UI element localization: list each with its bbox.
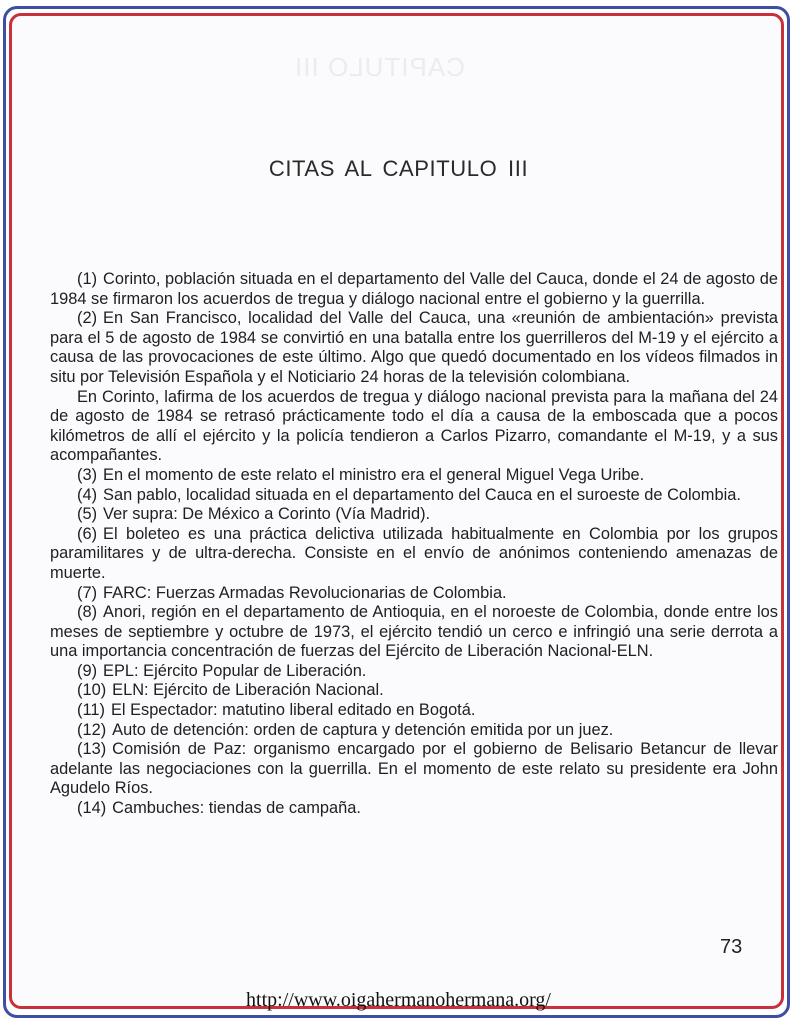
- note-number: (2): [77, 309, 98, 328]
- note-text: En el momento de este relato el ministro era el general Miguel Vega Uribe.: [103, 465, 645, 484]
- note-number: (13): [77, 740, 107, 759]
- note-number: (10): [77, 681, 107, 700]
- note-text: ELN: Ejército de Liberación Nacional.: [112, 681, 384, 700]
- note-number: (3): [77, 465, 98, 484]
- note-text: En Corinto, lafirma de los acuerdos de tregua y diálogo nacional prevista para la mañana del 24 de agosto de 1984 se retrasó prácticamente todo el día a causa de la emboscada que a pocos kilómetros de allí el ejército y la policía tendieron a Carlos Pizarro, comandante el M-19, y a sus acompañantes.: [50, 387, 778, 465]
- note-text: EPL: Ejército Popular de Liberación.: [103, 661, 367, 680]
- note-2: [50, 309, 778, 387]
- note-6: [50, 525, 778, 584]
- note-text: San pablo, localidad situada en el departamento del Cauca en el suroeste de Colombia.: [103, 485, 741, 504]
- source-url-link[interactable]: http://www.oigahermanohermana.org/: [246, 989, 551, 1011]
- bleed-through-header: CAPITULO III: [294, 52, 465, 82]
- note-number: (4): [77, 485, 98, 504]
- page-number: 73: [720, 936, 743, 958]
- note-number: (12): [77, 720, 107, 739]
- note-number: (11): [77, 701, 105, 720]
- note-number: (5): [77, 505, 98, 524]
- note-text: El boleteo es una práctica delictiva utilizada habitualmente en Colombia por los grupos paramilitares y de ultra-derecha. Consiste en el envío de anónimos conteniendo amenazas de muerte.: [50, 524, 778, 582]
- note-number: (9): [77, 661, 98, 680]
- chapter-title: CITAS AL CAPITULO III: [268, 156, 529, 181]
- note-11: [50, 701, 778, 721]
- note-text: Comisión de Paz: organismo encargado por el gobierno de Belisario Betancur de llevar adelante las negociaciones con la guerrilla. En el momento de este relato su presidente era John Agudelo Ríos.: [50, 740, 778, 798]
- note-9: [50, 662, 778, 682]
- note-1: [50, 270, 778, 309]
- note-text: Cambuches: tiendas de campaña.: [112, 799, 361, 818]
- note-text: En San Francisco, localidad del Valle del Cauca, una «reunión de ambientación» prevista para el 5 de agosto de 1984 se convirtió en una batalla entre los guerrilleros del M-19 y el ejército a causa de las provocaciones de este último. Algo que quedó documentado en los vídeos filmados in situ por Televisión Española y el Noticiario 24 horas de la televisión colombiana.: [50, 309, 778, 386]
- note-3: [50, 466, 778, 486]
- note-text: Auto de detención: orden de captura y detención emitida por un juez.: [112, 720, 614, 739]
- note-14: [50, 799, 778, 819]
- note-10: [50, 681, 778, 701]
- note-text: FARC: Fuerzas Armadas Revolucionarias de Colombia.: [103, 583, 507, 602]
- note-text: Ver supra: De México a Corinto (Vía Madrid).: [103, 505, 431, 524]
- note-12: [50, 721, 778, 741]
- note-number: (6): [77, 524, 98, 543]
- note-text: Anori, región en el departamento de Antioquia, en el noroeste de Colombia, donde entre los meses de septiembre y octubre de 1973, el ejército tendió un cerco e infringió una serie derrota a una importancia concentración de fuerzas del Ejército de Liberación Nacional-ELN.: [50, 603, 778, 661]
- note-7: [50, 584, 778, 604]
- note-text: Corinto, población situada en el departamento del Valle del Cauca, donde el 24 de agosto de 1984 se firmaron los acuerdos de tregua y diálogo nacional entre el gobierno y la guerrilla.: [50, 270, 778, 308]
- note-2-continued: [50, 388, 778, 466]
- note-8: [50, 603, 778, 662]
- note-4: [50, 486, 778, 506]
- note-text: El Espectador: matutino liberal editado en Bogotá.: [110, 701, 476, 720]
- notes-list: [50, 270, 778, 819]
- note-13: [50, 740, 778, 799]
- note-number: (14): [77, 799, 107, 818]
- note-number: (1): [77, 270, 98, 288]
- note-number: (8): [77, 603, 98, 622]
- note-5: [50, 505, 778, 525]
- note-number: (7): [77, 583, 98, 602]
